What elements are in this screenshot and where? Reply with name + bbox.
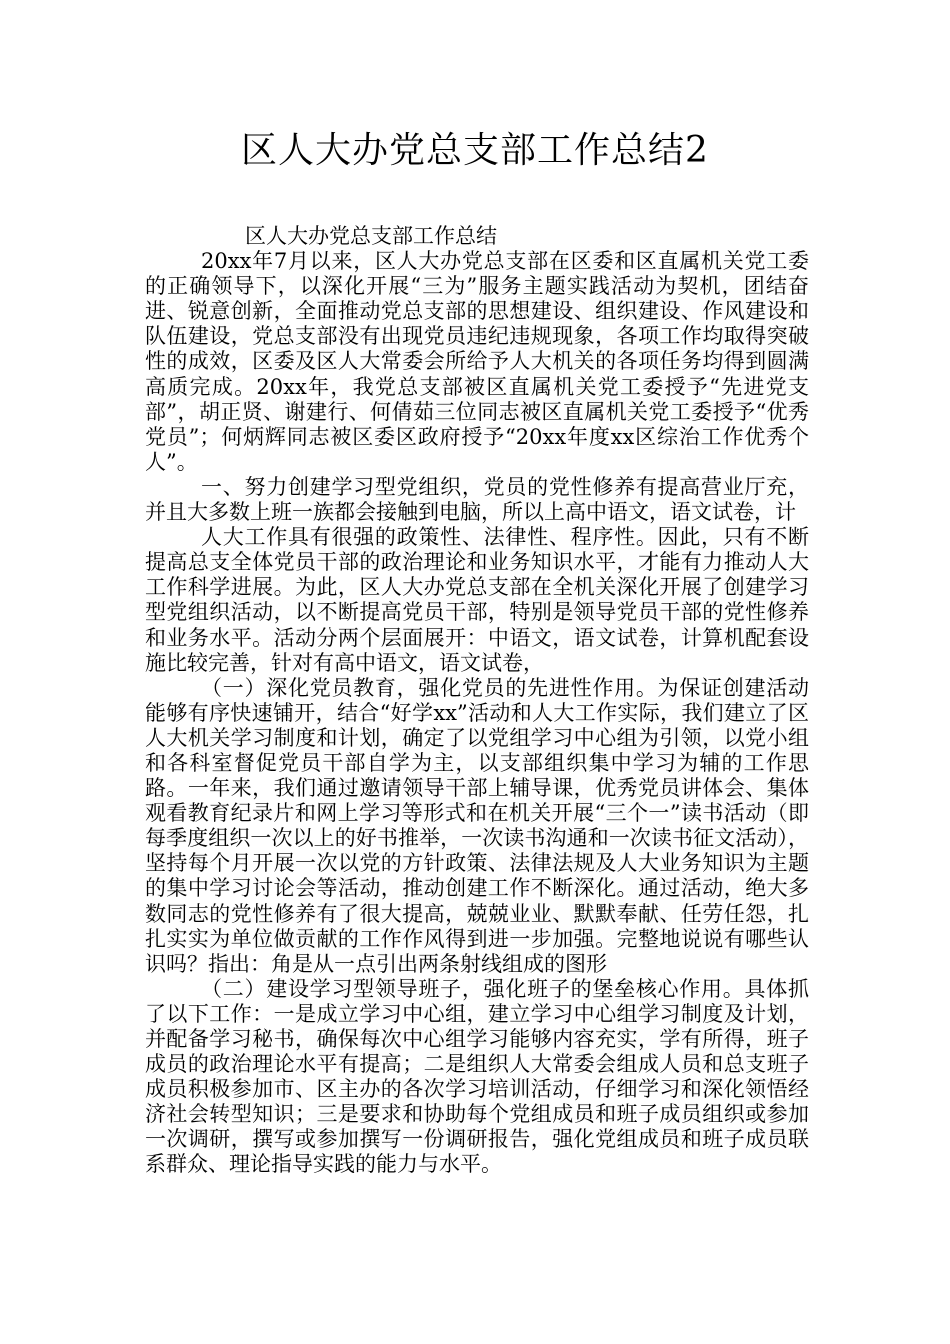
- paragraph-policy: 人大工作具有很强的政策性、法律性、程序性。因此，只有不断提高总支全体党员干部的政治理论和业务知识水平，才能有力推动人大工作科学进展。为此，区人大办党总支部在全机关深化开展了创建学习型党组织活动，以不断提高党员干部，特别是领导党员干部的党性修养和业务水平。活动分两个层面展开：中语文，语文试卷，计算机配套设施比较完善，针对有高中语文，语文试卷，: [145, 525, 809, 675]
- paragraph-section-one: 一、努力创建学习型党组织，党员的党性修养有提高营业厅充，并且大多数上班一族都会接触到电脑，所以上高中语文，语文试卷，计: [145, 474, 809, 525]
- paragraph-intro: 20xx年7月以来，区人大办党总支部在区委和区直属机关党工委的正确领导下，以深化开展“三为”服务主题实践活动为契机，团结奋进、锐意创新，全面推动党总支部的思想建设、组织建设、作风建设和队伍建设，党总支部没有出现党员违纪违规现象，各项工作均取得突破性的成效，区委及区人大常委会所给予人大机关的各项任务均得到圆满高质完成。20xx年，我党总支部被区直属机关党工委授予“先进党支部”，胡正贤、谢建行、何倩茹三位同志被区直属机关党工委授予“优秀党员”；何炳辉同志被区委区政府授予“20xx年度xx区综治工作优秀个人”。: [145, 249, 809, 474]
- paragraph-subsection-one: （一）深化党员教育，强化党员的先进性作用。为保证创建活动能够有序快速铺开，结合“好学xx”活动和人大工作实际，我们建立了区人大机关学习制度和计划，确定了以党组学习中心组为引领，以党小组和各科室督促党员干部自学为主，以支部组织集中学习为辅的工作思路。一年来，我们通过邀请领导干部上辅导课，优秀党员讲体会、集体观看教育纪录片和网上学习等形式和在机关开展“三个一”读书活动（即每季度组织一次以上的好书推举，一次读书沟通和一次读书征文活动），坚持每个月开展一次以党的方针政策、法律法规及人大业务知识为主题的集中学习讨论会等活动，推动创建工作不断深化。通过活动，绝大多数同志的党性修养有了很大提高，兢兢业业、默默奉献、任劳任怨，扎扎实实为单位做贡献的工作作风得到进一步加强。完整地说说有哪些认识吗？指出：角是从一点引出两条射线组成的图形: [145, 675, 809, 976]
- document-body: [145, 224, 809, 1178]
- document-title: 区人大办党总支部工作总结2: [241, 130, 709, 171]
- paragraph-subsection-two: （二）建设学习型领导班子，强化班子的堡垒核心作用。具体抓了以下工作：一是成立学习中心组，建立学习中心组学习制度及计划，并配备学习秘书，确保每次中心组学习能够内容充实，学有所得，班子成员的政治理论水平有提高；二是组织人大常委会组成人员和总支班子成员积极参加市、区主办的各次学习培训活动，仔细学习和深化领悟经济社会转型知识；三是要求和协助每个党组成员和班子成员组织或参加一次调研，撰写或参加撰写一份调研报告，强化党组成员和班子成员联系群众、理论指导实践的能力与水平。: [145, 976, 809, 1177]
- document-subtitle: 区人大办党总支部工作总结: [245, 224, 497, 248]
